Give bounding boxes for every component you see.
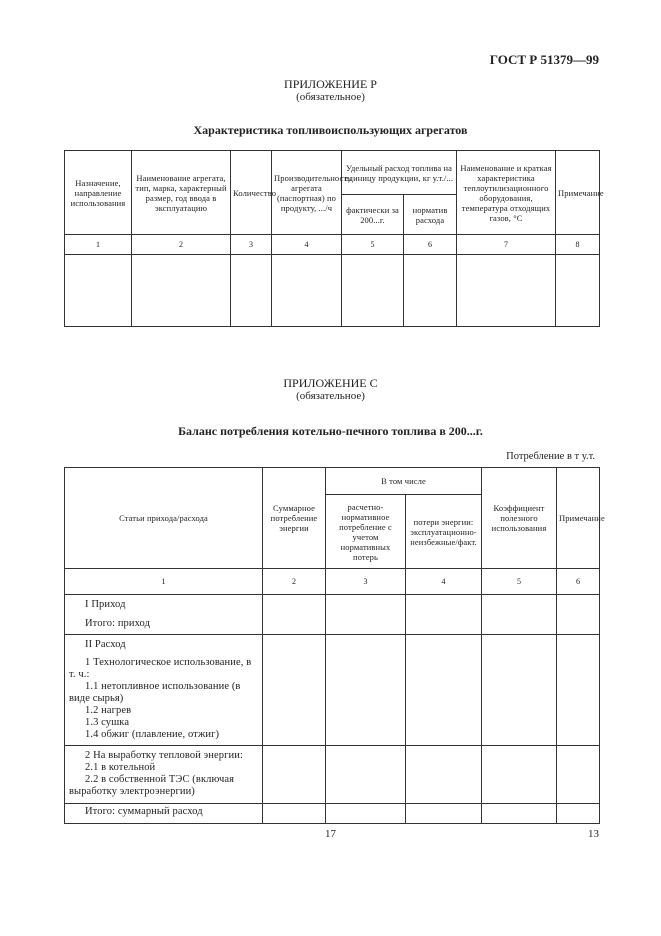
num-cell: 6 [557, 569, 600, 595]
table-row [65, 804, 600, 824]
appendix-p-title-block [0, 78, 661, 104]
appendix-p-title: ПРИЛОЖЕНИЕ Р [284, 77, 377, 91]
num-cell: 8 [556, 235, 600, 255]
col-note: Примечание [556, 151, 600, 235]
col-norm: норматив расхода [404, 195, 457, 235]
page-number-right: 13 [588, 828, 599, 840]
num-cell: 2 [132, 235, 231, 255]
col-including: В том числе [326, 468, 482, 495]
appendix-c-title: ПРИЛОЖЕНИЕ С [283, 376, 378, 390]
tech-use: 1 Технологическое использование, в т. ч.: [69, 657, 252, 680]
col-quantity: Количество [231, 151, 272, 235]
num-cell: 5 [482, 569, 557, 595]
num-cell: 2 [263, 569, 326, 595]
gost-number: ГОСТ Р 51379—99 [489, 52, 599, 67]
col-normative: расчетно-нормативное потребление с учетом нормативных потерь [326, 495, 406, 569]
table-row [65, 595, 600, 635]
col-specific-consumption: Удельный расход топлива на единицу продукции, кг у.т./... [342, 151, 457, 195]
col-heat-recovery: Наименование и краткая характеристика теплоутилизационного оборудования, температура отходящих газов, °С [457, 151, 556, 235]
appendix-c-note: (обязательное) [296, 390, 365, 402]
page-number-center: 17 [325, 828, 336, 840]
appendix-c-heading: Баланс потребления котельно-печного топлива в 200...г. [178, 424, 483, 438]
col-total-consumption: Суммарное потребление энергии [263, 468, 326, 569]
fuel-balance-table [64, 467, 605, 824]
col-purpose: Назначение, направление использования [65, 151, 132, 235]
heat-gen: 2 На выработку тепловой энергии: [85, 750, 243, 761]
num-cell: 7 [457, 235, 556, 255]
col-losses: потери энергии: эксплуатационно-неизбежные/факт. [406, 495, 482, 569]
col-remark: Примечание [557, 468, 600, 569]
table-row [65, 255, 600, 327]
item-2-2: 2.2 в собственной ТЭС (включая выработку электроэнергии) [69, 774, 235, 797]
expense-title: II Расход [85, 639, 126, 650]
item-1-4: 1.4 обжиг (плавление, отжиг) [85, 729, 220, 740]
num-cell: 1 [65, 235, 132, 255]
num-cell: 4 [406, 569, 482, 595]
item-1-2: 1.2 нагрев [85, 705, 132, 716]
appendix-p-heading: Характеристика топливоиспользующих агрегатов [193, 123, 468, 137]
income-title: I Приход [85, 599, 126, 610]
appendix-p-note: (обязательное) [296, 91, 365, 103]
total-expense: Итого: суммарный расход [85, 806, 203, 817]
col-efficiency: Коэффициент полезного использования [482, 468, 557, 569]
num-cell: 3 [326, 569, 406, 595]
col-unit-name: Наименование агрегата, тип, марка, характерный размер, год ввода в эксплуатацию [132, 151, 231, 235]
col-actual: фактически за 200...г. [342, 195, 404, 235]
num-cell: 4 [272, 235, 342, 255]
item-1-3: 1.3 сушка [85, 717, 130, 728]
income-total: Итого: приход [85, 618, 151, 629]
num-cell: 5 [342, 235, 404, 255]
appendix-c-title-block [0, 377, 661, 403]
item-2-1: 2.1 в котельной [85, 762, 156, 773]
num-cell: 1 [65, 569, 263, 595]
col-items: Статьи прихода/расхода [65, 468, 263, 569]
col-capacity: Производительность агрегата (паспортная) по продукту, .../ч [272, 151, 342, 235]
unit-label: Потребление в т у.т. [506, 451, 595, 462]
num-cell: 6 [404, 235, 457, 255]
item-1-1: 1.1 нетопливное использование (в виде сырья) [69, 681, 241, 704]
num-cell: 3 [231, 235, 272, 255]
table-row [65, 635, 600, 746]
aggregates-table [64, 150, 604, 327]
table-row [65, 746, 600, 804]
